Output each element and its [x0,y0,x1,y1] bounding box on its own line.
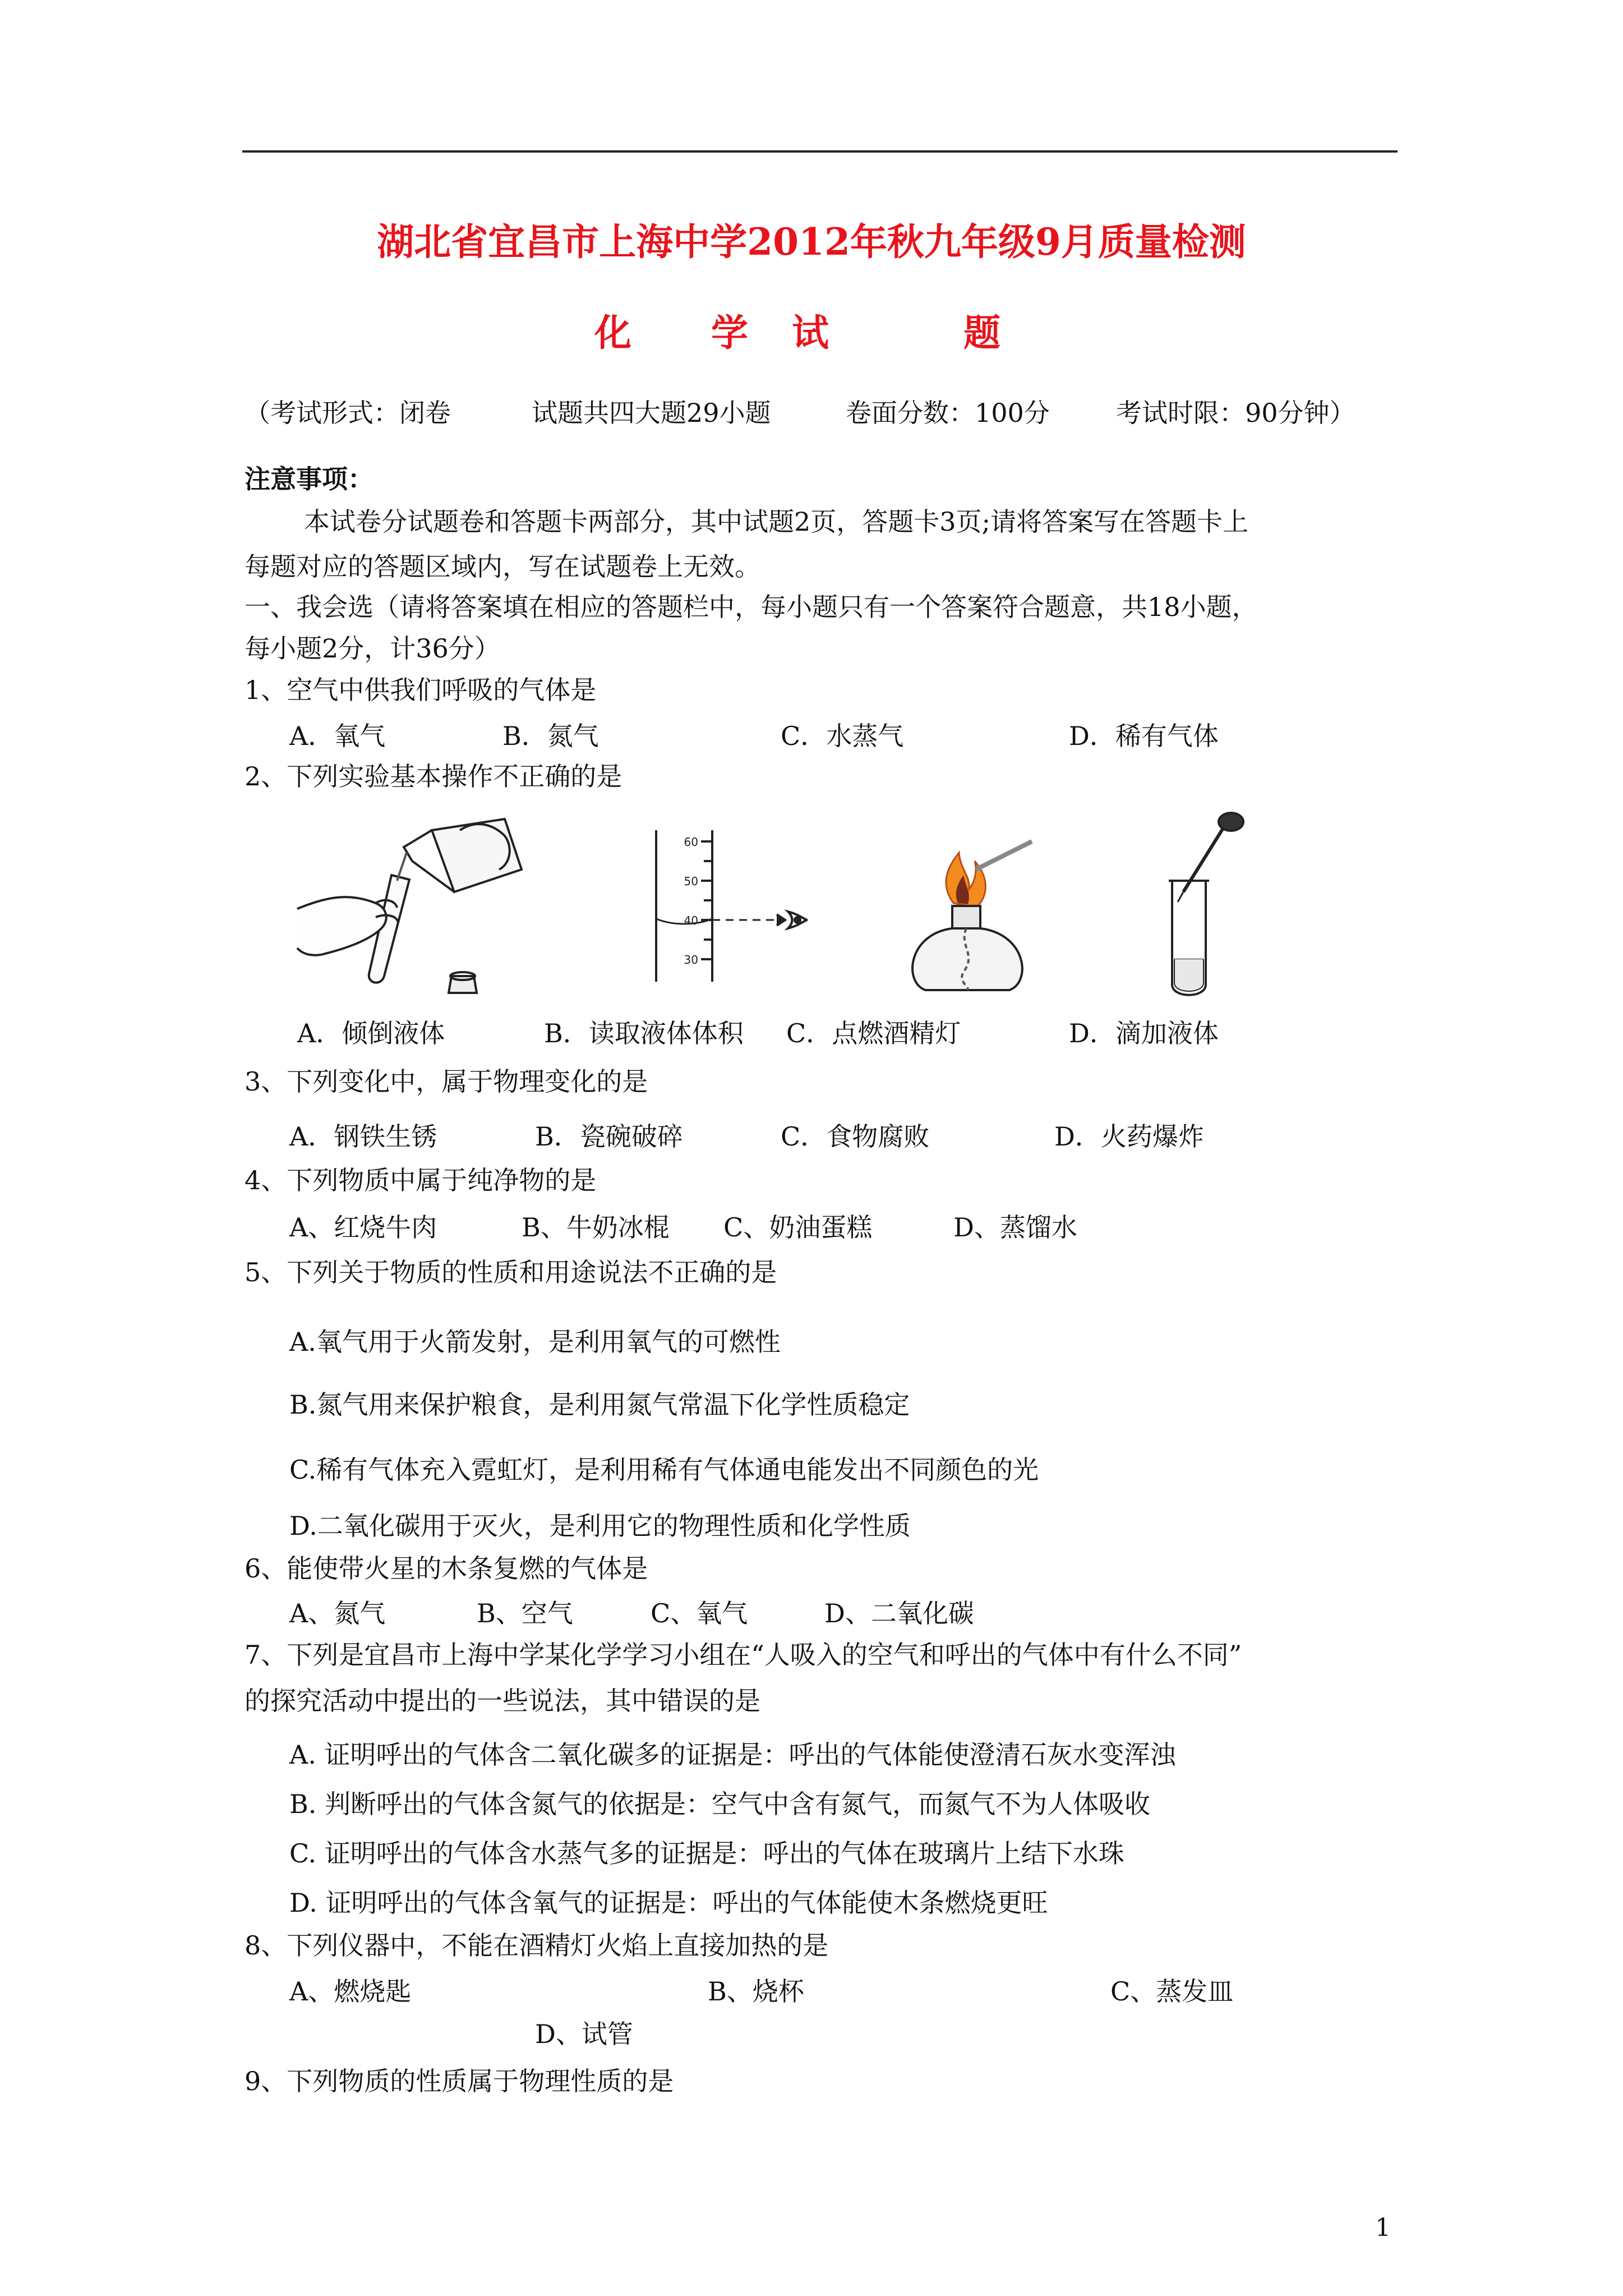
q3-stem: 3、下列变化中，属于物理变化的是 [245,1066,648,1097]
q4-option-b: B、牛奶冰棍 [522,1212,670,1243]
q2-option-c: C．点燃酒精灯 [786,1018,961,1048]
q6-stem: 6、能使带火星的木条复燃的气体是 [245,1553,648,1584]
q2-option-d: D．滴加液体 [1069,1018,1219,1048]
q1-option-b: B．氮气 [502,721,599,751]
cylinder-tick-50: 50 [684,875,698,888]
q8-stem: 8、下列仪器中，不能在酒精灯火焰上直接加热的是 [245,1930,829,1961]
q7-option-b: B. 判断呼出的气体含氮气的依据是：空气中含有氮气，而氮气不为人体吸收 [289,1789,1151,1819]
q8-option-a: A、燃烧匙 [289,1976,412,2007]
q4-stem: 4、下列物质中属于纯净物的是 [245,1165,597,1195]
q2-stem: 2、下列实验基本操作不正确的是 [245,761,623,792]
q7-option-c: C. 证明呼出的气体含水蒸气多的证据是：呼出的气体在玻璃片上结下水珠 [289,1838,1124,1869]
q3-option-d: D．火药爆炸 [1054,1121,1204,1152]
subtitle-char-3: 试 [792,311,829,355]
top-rule [242,150,1398,153]
q3-option-b: B．瓷碗破碎 [535,1121,683,1152]
exam-score: 卷面分数：100分 [846,398,1050,428]
q8-option-d: D、试管 [535,2019,633,2049]
q5-option-b: B.氮气用来保护粮食，是利用氮气常温下化学性质稳定 [289,1389,910,1420]
q1-option-d: D．稀有气体 [1069,721,1219,751]
q5-stem: 5、下列关于物质的性质和用途说法不正确的是 [245,1257,777,1287]
exam-title: 湖北省宜昌市上海中学2012年秋九年级9月质量检测 [377,220,1246,264]
q7-option-d: D. 证明呼出的气体含氧气的证据是：呼出的气体能使木条燃烧更旺 [289,1888,1048,1918]
q5-option-d: D.二氧化碳用于灭火，是利用它的物理性质和化学性质 [289,1511,911,1541]
q1-option-a: A．氧气 [289,721,386,751]
q2-option-b: B．读取液体体积 [544,1018,744,1048]
notice-heading: 注意事项： [245,464,374,494]
dropper-figure [1150,808,1262,999]
q3-option-c: C．食物腐败 [781,1121,930,1152]
page-number: 1 [1375,2214,1391,2242]
subtitle-char-1: 化 [594,311,631,355]
q7-stem-line-2: 的探究活动中提出的一些说法，其中错误的是 [245,1686,760,1716]
q1-stem: 1、空气中供我们呼吸的气体是 [245,675,597,705]
q6-option-b: B、空气 [477,1598,573,1628]
exam-form: （考试形式：闭卷 [245,398,451,428]
q5-option-a: A.氧气用于火箭发射，是利用氧气的可燃性 [289,1327,781,1357]
cylinder-tick-30: 30 [684,953,698,967]
alcohol-lamp-figure [886,836,1054,999]
q3-option-a: A．钢铁生锈 [289,1121,437,1152]
section-1-line-2: 每小题2分，计36分） [245,633,500,664]
exam-question-count: 试题共四大题29小题 [532,398,771,428]
q2-option-a: A．倾倒液体 [297,1018,445,1048]
notice-line-1: 本试卷分试题卷和答题卡两部分，其中试题2页，答题卡3页;请将答案写在答题卡上 [304,507,1249,537]
pouring-liquid-figure [292,808,538,999]
section-1-line-1: 一、我会选（请将答案填在相应的答题栏中，每小题只有一个答案符合题意，共18小题， [245,592,1258,622]
cylinder-tick-40: 40 [684,914,698,927]
q8-option-b: B、烧杯 [708,1976,804,2007]
q5-option-c: C.稀有气体充入霓虹灯，是利用稀有气体通电能发出不同颜色的光 [289,1455,1039,1485]
q4-option-c: C、奶油蛋糕 [723,1212,873,1243]
q6-option-a: A、氮气 [289,1598,386,1628]
q9-stem: 9、下列物质的性质属于物理性质的是 [245,2066,674,2096]
subtitle-char-4: 题 [963,311,1000,355]
exam-time: 考试时限：90分钟） [1116,398,1355,428]
q1-option-c: C．水蒸气 [781,721,904,751]
q4-option-d: D、蒸馏水 [953,1212,1077,1243]
q7-option-a: A. 证明呼出的气体含二氧化碳多的证据是：呼出的气体能使澄清石灰水变浑浊 [289,1740,1176,1770]
q6-option-c: C、氧气 [651,1598,748,1628]
graduated-cylinder-figure [617,825,819,987]
q8-option-c: C、蒸发皿 [1110,1976,1234,2007]
q4-option-a: A、红烧牛肉 [289,1212,437,1243]
cylinder-tick-60: 60 [684,835,698,849]
subtitle-char-2: 学 [711,311,748,355]
q7-stem-line-1: 7、下列是宜昌市上海中学某化学学习小组在“人吸入的空气和呼出的气体中有什么不同” [245,1640,1242,1670]
notice-line-2: 每题对应的答题区域内，写在试题卷上无效。 [245,551,760,582]
q6-option-d: D、二氧化碳 [824,1598,974,1628]
